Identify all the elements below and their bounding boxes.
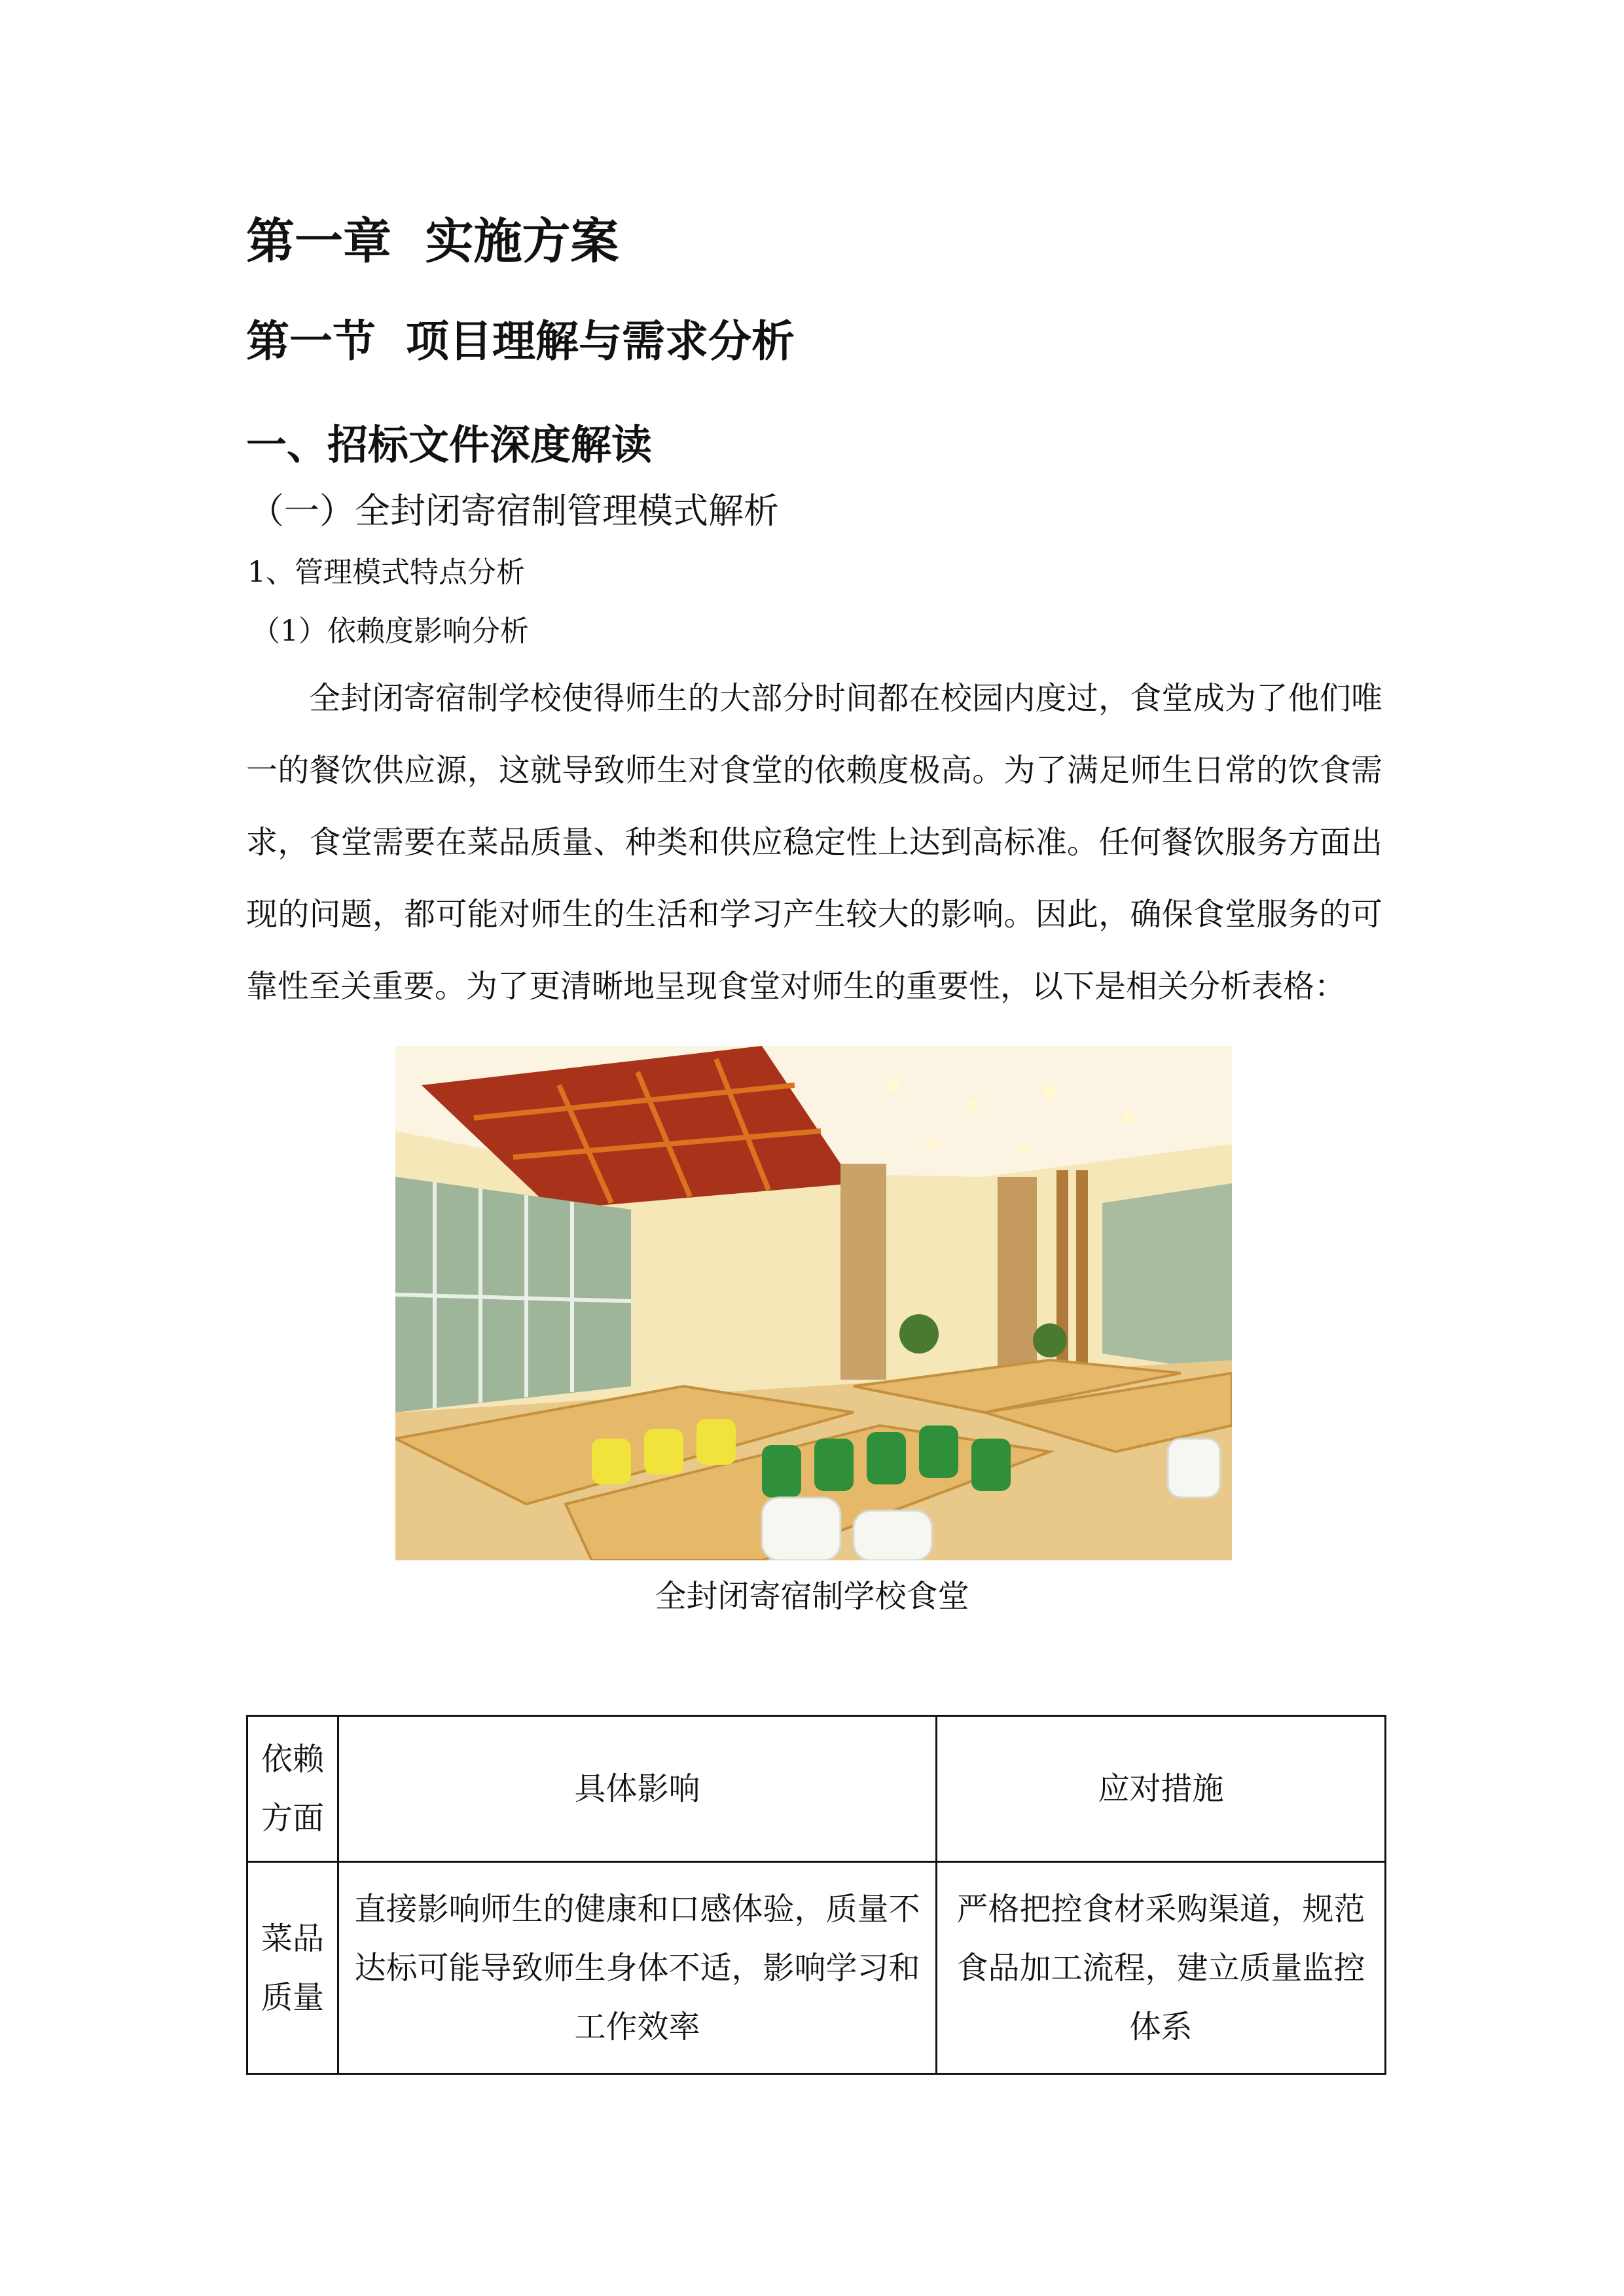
table-cell: 菜品质量 — [247, 1862, 338, 2074]
chapter-title: 第一章 实施方案 — [246, 213, 619, 270]
canteen-illustration — [395, 1046, 1232, 1560]
section-title: 第一节 项目理解与需求分析 — [246, 316, 795, 367]
heading-level-5: 1、管理模式特点分析 — [247, 556, 525, 589]
body-paragraph: 全封闭寄宿制学校使得师生的大部分时间都在校园内度过，食堂成为了他们唯一的餐饮供应源，这就导致师生对食堂的依赖度极高。为了满足师生日常的饮食需求，食堂需要在菜品质量、种类和供应稳定性上达到高标准。任何餐饮服务方面出现的问题，都可能对师生的生活和学习产生较大的影响。因此，确保食堂服务的可靠性至关重要。为了更清晰地呈现食堂对师生的重要性，以下是相关分析表格： — [246, 680, 1382, 1005]
table-header-cell: 依赖方面 — [247, 1716, 338, 1862]
heading-level-6: （1）依赖度影响分析 — [251, 615, 529, 648]
figure-caption: 全封闭寄宿制学校食堂 — [655, 1578, 969, 1615]
table-header-cell: 应对措施 — [937, 1716, 1386, 1862]
heading-level-4: （一）全封闭寄宿制管理模式解析 — [249, 490, 779, 531]
table-header-row — [247, 1716, 1386, 1862]
table-cell: 严格把控食材采购渠道，规范食品加工流程，建立质量监控体系 — [937, 1862, 1386, 2074]
heading-level-3: 一、招标文件深度解读 — [246, 421, 653, 469]
analysis-table — [246, 1715, 1386, 2075]
table-header-cell: 具体影响 — [338, 1716, 937, 1862]
canteen-photo — [395, 1046, 1232, 1560]
table-cell: 直接影响师生的健康和口感体验，质量不达标可能导致师生身体不适，影响学习和工作效率 — [338, 1862, 937, 2074]
table-row — [247, 1862, 1386, 2074]
